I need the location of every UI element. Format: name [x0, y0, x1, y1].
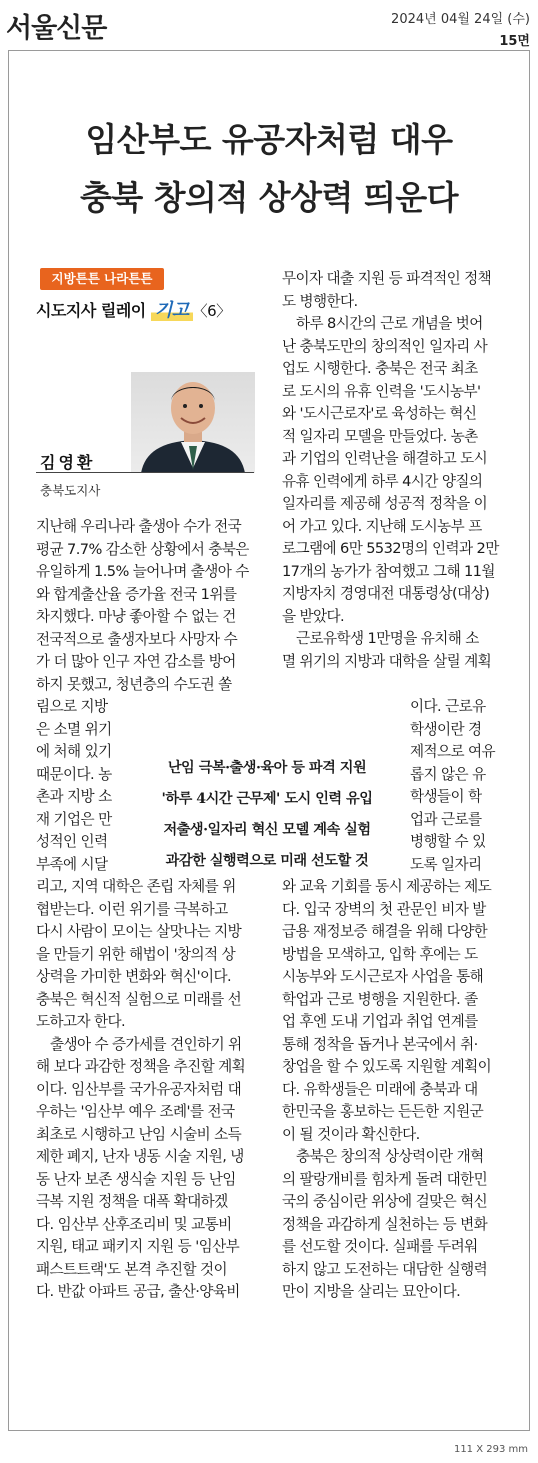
body-line: 업과 근로를: [410, 810, 482, 828]
body-line: 충북은 혁신적 실험으로 미래를 선: [36, 990, 242, 1008]
body-line: 학업과 근로 병행을 지원한다. 졸: [282, 990, 478, 1008]
body-line: 림으로 지방: [36, 698, 108, 715]
series-tag: 지방튼튼 나라튼튼: [40, 268, 164, 290]
body-line: 다. 입국 장벽의 첫 관문인 비자 발: [282, 900, 486, 918]
relay-prefix: 시도지사 릴레이: [36, 301, 146, 320]
pull-quote-line-2: '하루 4시간 근무제' 도시 인력 유입: [161, 791, 373, 807]
body-line: 급용 재정보증 해결을 위해 다양한: [282, 923, 488, 940]
relay-gigo: 기고: [151, 300, 193, 321]
body-line: 재 기업은 만: [36, 810, 112, 828]
body-line: 상력을 가미한 변화와 혁신'이다.: [36, 968, 232, 985]
body-line: 성적인 인력: [36, 833, 108, 850]
body-line: 을 받았다.: [282, 607, 345, 625]
body-line: 다시 사람이 모이는 살맛나는 지방: [36, 923, 242, 940]
headline-line-1: 임산부도 유공자처럼 대우: [85, 120, 453, 159]
body-line: 유휴 인력에게 하루 4시간 양질의: [282, 472, 483, 490]
author-role: 충북도지사: [40, 483, 101, 498]
body-line: 유일하게 1.5% 늘어나며 출생아 수: [36, 563, 249, 580]
body-line: 17개의 농가가 참여했고 그해 11월: [282, 562, 495, 580]
body-line: 때문이다. 농: [36, 765, 112, 783]
newspaper-masthead: 서울신문: [6, 13, 107, 44]
body-line: 와 교육 기회를 동시 제공하는 제도: [282, 878, 492, 895]
page-number: 15면: [499, 34, 530, 49]
body-line: 어 가고 있다. 지난해 도시농부 프: [282, 517, 482, 535]
body-line: 협받는다. 이런 위기를 극복하고: [36, 900, 228, 918]
body-line: 지난해 우리나라 출생아 수가 전국: [36, 518, 242, 535]
body-line: 충북은 창의적 상상력이란 개혁: [282, 1148, 484, 1165]
body-line: 도 병행한다.: [282, 292, 358, 310]
body-line: 가 더 많아 인구 자연 감소를 방어: [36, 653, 236, 670]
author-divider: [36, 472, 254, 473]
body-line: 이다. 임산부를 국가유공자처럼 대: [36, 1080, 242, 1098]
body-line: 과 기업의 인력난을 해결하고 도시: [282, 450, 488, 467]
headline-line-2: 충북 창의적 상상력 띄운다: [79, 178, 459, 217]
pull-quote-line-4: 과감한 실행력으로 미래 선도할 것: [165, 853, 369, 869]
body-line: 창업을 할 수 있도록 지원할 계획이: [282, 1058, 492, 1075]
portrait-illustration: [131, 372, 255, 473]
relay-number: 〈6〉: [192, 302, 231, 320]
body-line: 리고, 지역 대학은 존립 자체를 위: [36, 878, 236, 895]
body-line: 은 소멸 위기: [36, 720, 112, 738]
body-line: 롭지 않은 유: [410, 765, 486, 783]
body-line: 업도 시행한다. 충북은 전국 최초: [282, 360, 478, 377]
body-line: 도하고자 한다.: [36, 1013, 126, 1030]
body-line: 하지 못했고, 청년층의 수도권 쏠: [36, 675, 232, 693]
body-line: 하지 않고 도전하는 대담한 실행력: [282, 1260, 488, 1278]
body-line: 학생이란 경: [410, 720, 482, 738]
body-line: 최초로 시행하고 난임 시술비 소득: [36, 1125, 242, 1143]
body-line: 적 일자리 모델을 만들었다. 농촌: [282, 427, 478, 445]
body-line: 패스트트랙'도 본격 추진할 것이: [36, 1260, 227, 1278]
body-line: 방법을 모색하고, 입학 후에는 도: [282, 945, 478, 963]
body-line: 다. 유학생들은 미래에 충북과 대: [282, 1080, 478, 1098]
author-portrait: [131, 372, 255, 473]
body-line: 부족에 시달: [36, 855, 108, 873]
body-line: 일자리를 제공해 성공적 정착을 이: [282, 495, 488, 512]
pull-quote-line-1: 난임 극복·출생·육아 등 파격 지원: [167, 760, 367, 776]
body-line: 국의 중심이란 위상에 걸맞은 혁신: [282, 1193, 488, 1210]
body-line: 와 '도시근로자'로 육성하는 혁신: [282, 405, 477, 422]
body-line: 다. 반값 아파트 공급, 출산·양육비: [36, 1283, 240, 1300]
body-line: 차지했다. 마냥 좋아할 수 없는 건: [36, 608, 236, 625]
body-line: 를 선도할 것이다. 실패를 두려워: [282, 1238, 478, 1255]
pull-quote-line-3: 저출생·일자리 혁신 모델 계속 실험: [163, 822, 371, 838]
body-line: 을 만들기 위한 해법이 '창의적 상: [36, 945, 236, 963]
body-line: 시농부와 도시근로자 사업을 통해: [282, 968, 484, 985]
body-line: 병행할 수 있: [410, 833, 486, 850]
dimensions-note: 111 X 293 mm: [453, 1444, 528, 1455]
body-line: 해 보다 과감한 정책을 추진할 계획: [36, 1058, 246, 1075]
author-name: 김영환: [40, 453, 96, 472]
body-line: 학생들이 학: [410, 788, 482, 805]
body-line: 로 도시의 유휴 인력을 '도시농부': [282, 382, 481, 400]
body-line: 촌과 지방 소: [36, 788, 112, 805]
body-line: 전국적으로 출생자보다 사망자 수: [36, 630, 238, 648]
relay-column-label: [36, 296, 231, 322]
body-line: 도록 일자리: [410, 855, 482, 873]
body-line: 만이 지방을 살리는 묘안이다.: [282, 1283, 461, 1300]
body-line: 근로유학생 1만명을 유치해 소: [282, 630, 479, 647]
body-line: 업 후엔 도내 기업과 취업 연계를: [282, 1013, 478, 1030]
body-line: 평균 7.7% 감소한 상황에서 충북은: [36, 540, 249, 558]
body-line: 난 충북도만의 창의적인 일자리 사: [282, 337, 488, 355]
body-line: 에 처해 있기: [36, 743, 112, 760]
publication-date: 2024년 04월 24일 (수): [391, 12, 530, 27]
body-line: 제한 폐지, 난자 냉동 시술 지원, 냉: [36, 1148, 244, 1165]
body-line: 로그램에 6만 5532명의 인력과 2만: [282, 540, 499, 557]
body-line: 우하는 '임산부 예우 조례'를 전국: [36, 1103, 235, 1120]
body-line: 의 팔랑개비를 힘차게 돌려 대한민: [282, 1170, 488, 1188]
body-line: 동 난자 보존 생식술 지원 등 난임: [36, 1170, 236, 1188]
body-line: 지방자치 경영대전 대통령상(대상): [282, 585, 490, 602]
body-line: 정책을 과감하게 실천하는 등 변화: [282, 1215, 488, 1233]
body-line: 다. 임산부 산후조리비 및 교통비: [36, 1215, 232, 1233]
body-line: 제적으로 여유: [410, 743, 496, 760]
body-line: 이다. 근로유: [410, 698, 486, 715]
body-line: 와 합계출산율 증가율 전국 1위를: [36, 585, 237, 603]
body-line: 통해 정착을 돕거나 본국에서 취·: [282, 1035, 478, 1053]
body-line: 무이자 대출 지원 등 파격적인 정책: [282, 270, 492, 287]
body-line: 이 될 것이라 확신한다.: [282, 1125, 420, 1143]
body-line: 하루 8시간의 근로 개념을 벗어: [282, 315, 483, 332]
body-line: 멸 위기의 지방과 대학을 살릴 계획: [282, 652, 492, 670]
body-line: 한민국을 홍보하는 든든한 지원군: [282, 1103, 484, 1120]
body-line: 출생아 수 증가세를 견인하기 위: [36, 1035, 242, 1053]
body-line: 극복 지원 정책을 대폭 확대하겠: [36, 1193, 228, 1210]
body-line: 지원, 태교 패키지 지원 등 '임산부: [36, 1238, 240, 1255]
